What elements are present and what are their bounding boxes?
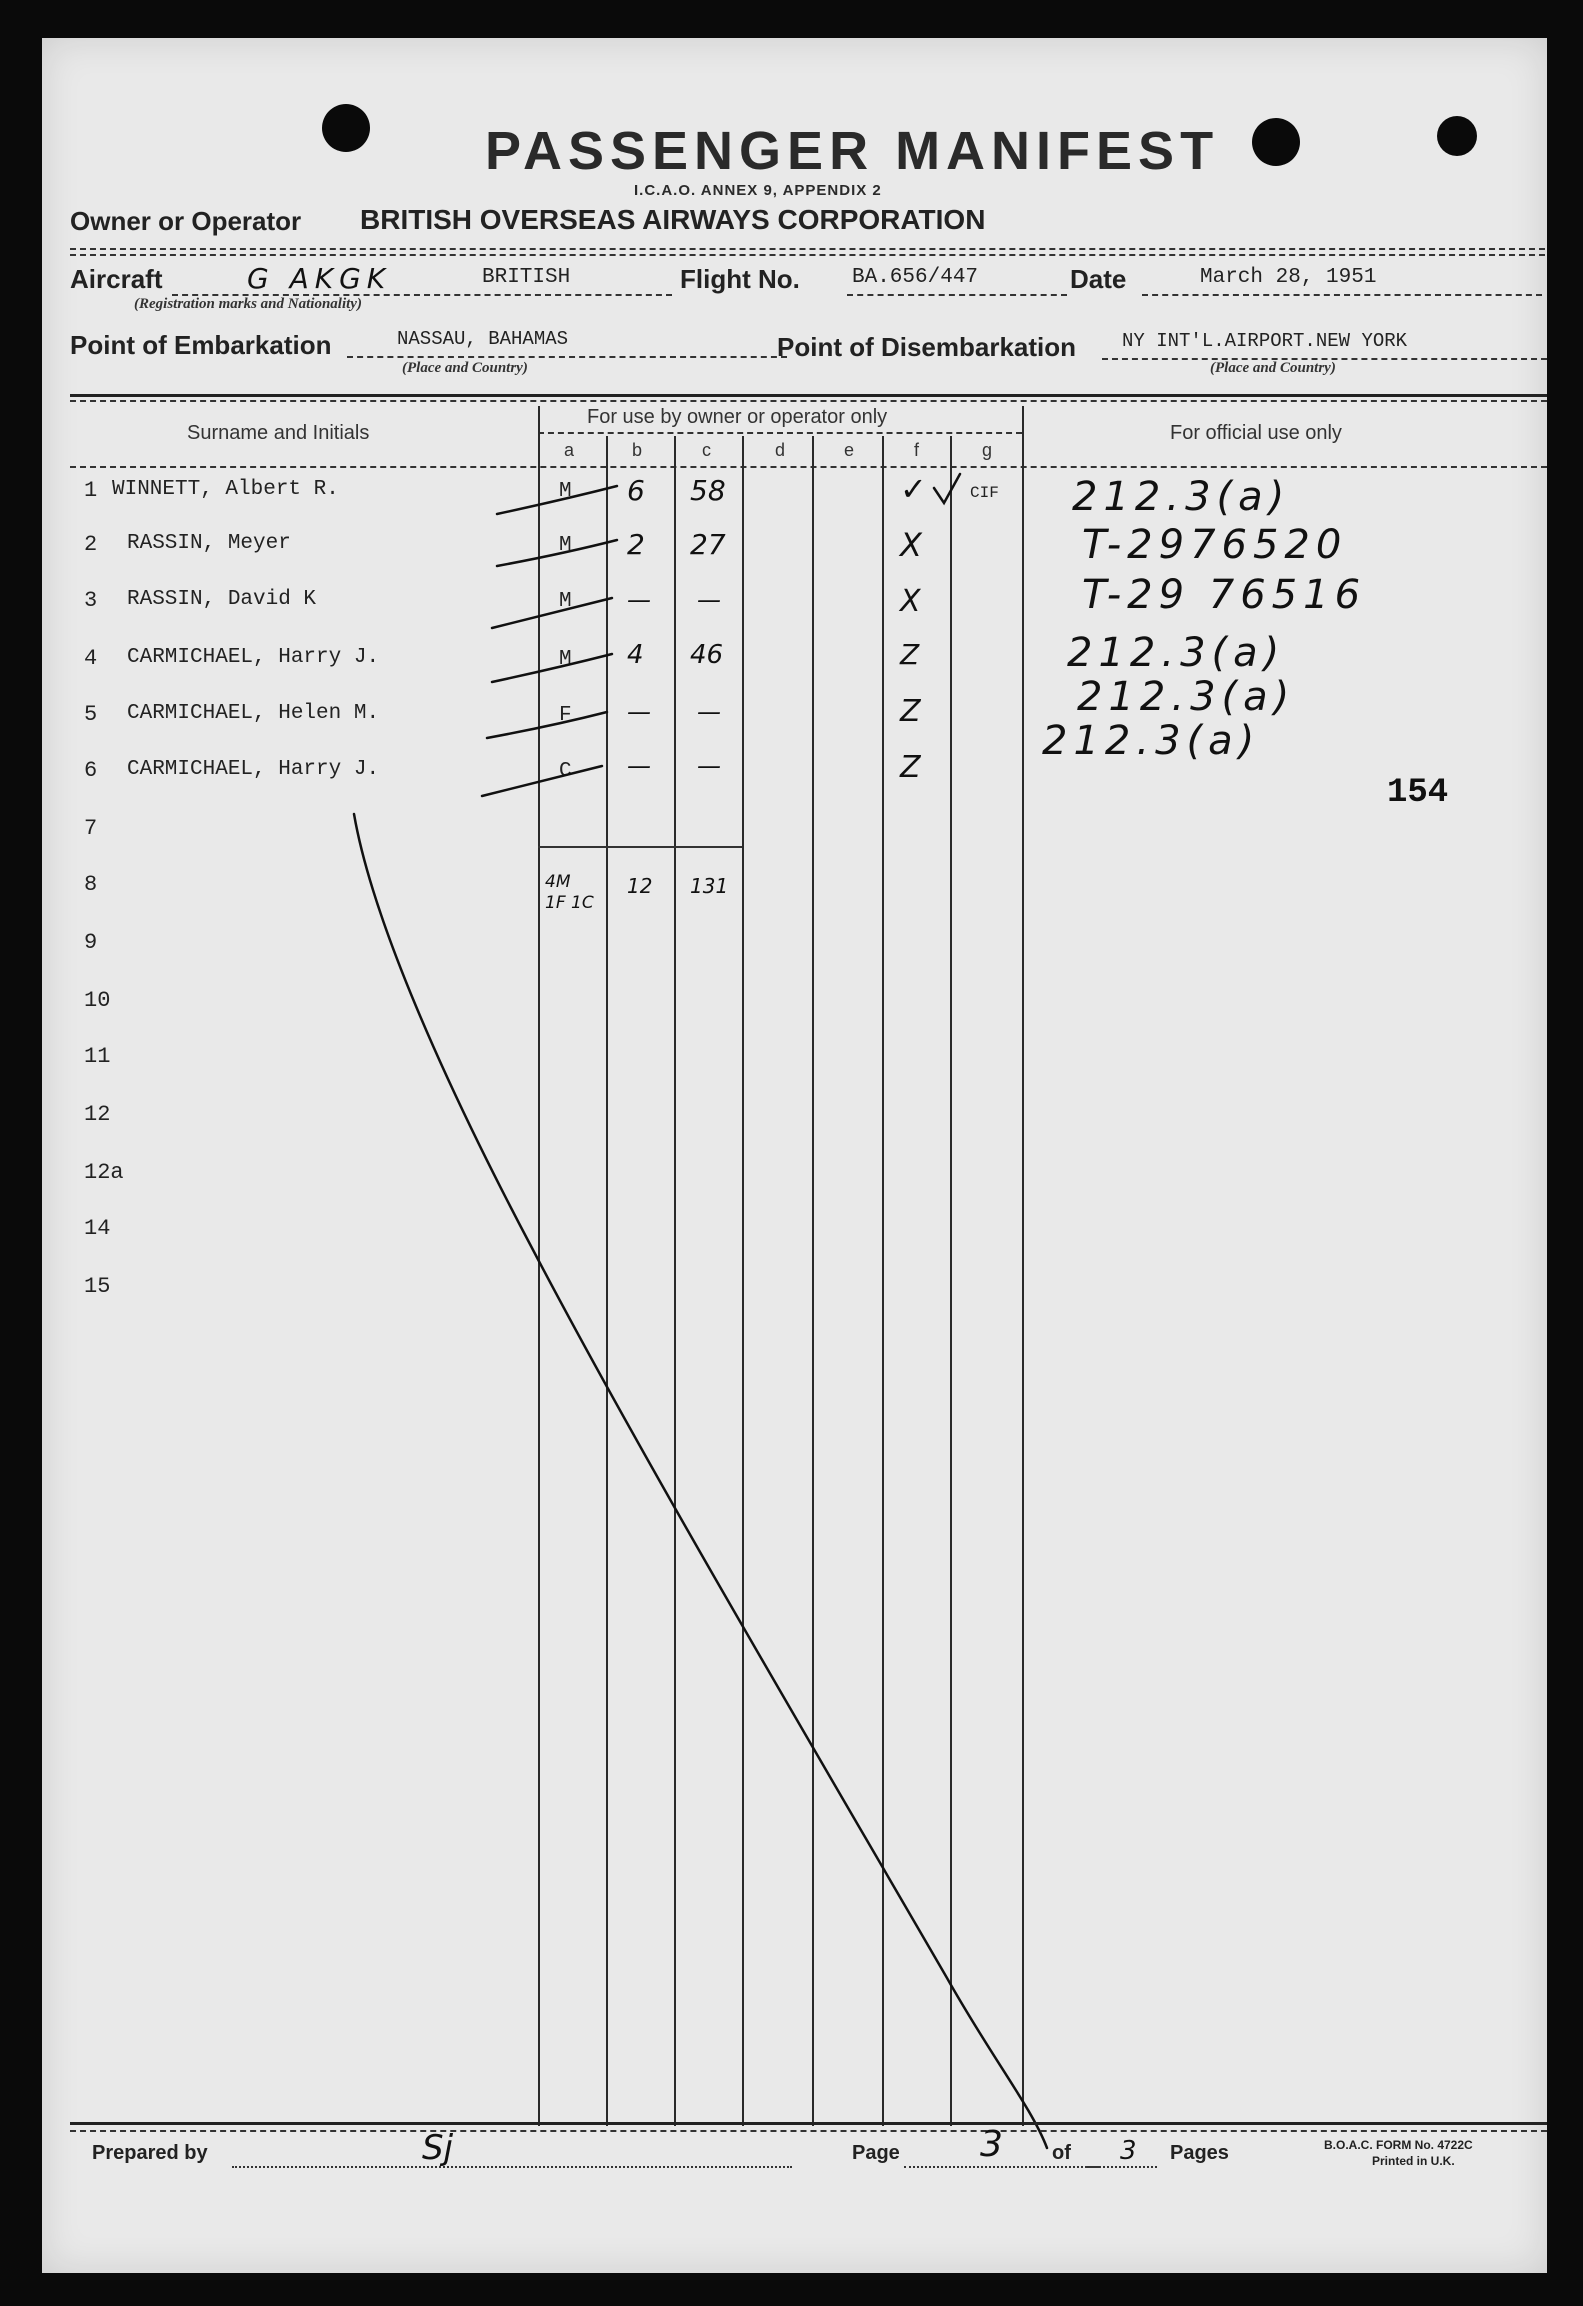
cell-b: —: [627, 752, 651, 780]
cell-f: Z: [900, 694, 921, 729]
row-number: 7: [84, 816, 98, 841]
passenger-name: CARMICHAEL, Helen M.: [127, 702, 380, 725]
owner-label: Owner or Operator: [70, 206, 302, 236]
date-label: Date: [1070, 264, 1127, 294]
name-column-header: Surname and Initials: [187, 422, 370, 444]
cell-a: C: [559, 760, 572, 783]
pen-markings: [42, 38, 1547, 2273]
page-label: Page: [852, 2142, 900, 2164]
prepared-by-rule: [232, 2166, 792, 2168]
row-number: 1: [84, 478, 98, 503]
form-number: B.O.A.C. FORM No. 4722C: [1324, 2138, 1473, 2152]
cell-f: Z: [900, 638, 920, 671]
strike-row-5: [487, 712, 607, 738]
cell-b: 4: [627, 640, 644, 670]
page-number: 3: [980, 2124, 1003, 2165]
col-header-a: a: [564, 440, 575, 460]
cell-a: M: [559, 534, 572, 557]
cell-f: ✓: [900, 470, 927, 508]
aircraft-nationality: BRITISH: [482, 266, 571, 289]
aircraft-label: Aircraft: [70, 264, 163, 294]
disembarkation-value: NY INT'L.AIRPORT.NEW YORK: [1122, 330, 1408, 352]
manifest-sheet: [42, 38, 1547, 2273]
page-count-stamp: 154: [1387, 774, 1449, 812]
row-number: 3: [84, 588, 98, 613]
col-header-d: d: [775, 440, 786, 460]
embarkation-hint: (Place and Country): [402, 360, 528, 376]
strike-row-6: [482, 766, 602, 796]
prepared-by-signature: Sj: [422, 2128, 454, 2168]
official-entry: 212.3(a): [1042, 718, 1261, 764]
row-number: 12a: [84, 1160, 124, 1185]
row-number: 14: [84, 1216, 111, 1241]
embarkation-value: NASSAU, BAHAMAS: [397, 328, 569, 350]
footer-divider: [70, 2122, 1547, 2125]
official-entry: T-2976520: [1082, 522, 1348, 568]
strike-row-2: [497, 540, 617, 566]
cell-a: M: [559, 648, 572, 671]
page-subtitle: I.C.A.O. ANNEX 9, APPENDIX 2: [634, 182, 882, 199]
cell-b: 6: [627, 474, 645, 507]
flight-label: Flight No.: [680, 264, 800, 294]
cell-b: —: [627, 586, 651, 614]
total-cell-b: 12: [627, 874, 653, 898]
cell-c: —: [697, 698, 721, 726]
cell-f: X: [900, 526, 922, 564]
disembarkation-label: Point of Disembarkation: [777, 332, 1077, 362]
row-number: 12: [84, 1102, 111, 1127]
passenger-name: CARMICHAEL, Harry J.: [127, 646, 380, 669]
strike-row-3: [492, 598, 612, 628]
official-entry: T-29 76516: [1082, 572, 1367, 618]
of-label: of: [1052, 2142, 1071, 2164]
total-pages: 3: [1120, 2136, 1137, 2166]
total-cell-c: 131: [690, 874, 729, 898]
cell-a: M: [559, 590, 572, 613]
footer-divider-2: [70, 2130, 1547, 2132]
official-entry: 212.3(a): [1067, 630, 1286, 676]
cell-a: M: [559, 480, 572, 503]
aircraft-hint: (Registration marks and Nationality): [134, 296, 362, 312]
cell-c: 58: [690, 474, 726, 507]
page-rule: [904, 2166, 1099, 2168]
cell-b: —: [627, 698, 651, 726]
row-number: 2: [84, 532, 98, 557]
embarkation-label: Point of Embarkation: [70, 330, 332, 360]
row-number: 4: [84, 646, 98, 671]
passenger-name: CARMICHAEL, Harry J.: [127, 758, 380, 781]
passenger-name: RASSIN, David K: [127, 588, 317, 611]
passenger-name: WINNETT, Albert R.: [112, 478, 339, 501]
printed-in: Printed in U.K.: [1372, 2154, 1455, 2168]
flight-number: BA.656/447: [852, 266, 979, 289]
col-header-c: c: [702, 440, 711, 460]
passenger-name: RASSIN, Meyer: [127, 532, 291, 555]
page-title: PASSENGER MANIFEST: [485, 121, 1220, 181]
cell-g: CIF: [970, 484, 999, 502]
total-cell-a: 4M 1F 1C: [545, 872, 594, 913]
row-number: 15: [84, 1274, 111, 1299]
row-number: 9: [84, 930, 98, 955]
row-number: 11: [84, 1044, 111, 1069]
owner-value: BRITISH OVERSEAS AIRWAYS CORPORATION: [360, 204, 986, 235]
strike-row-4: [492, 654, 612, 682]
row-number: 8: [84, 872, 98, 897]
void-diagonal-line: [354, 814, 1047, 2148]
row-number: 5: [84, 702, 98, 727]
cell-c: —: [697, 752, 721, 780]
cell-c: 46: [690, 640, 724, 670]
strike-row-1: [497, 486, 617, 514]
pages-label: Pages: [1170, 2142, 1229, 2164]
cell-c: —: [697, 586, 721, 614]
cell-f: X: [900, 584, 921, 619]
owner-use-header: For use by owner or operator only: [587, 406, 888, 428]
cell-f: Z: [900, 750, 921, 785]
date-value: March 28, 1951: [1200, 266, 1377, 289]
prepared-by-label: Prepared by: [92, 2142, 208, 2164]
check-mark: [934, 474, 960, 503]
aircraft-registration: G AKGK: [247, 262, 392, 295]
cell-c: 27: [690, 528, 726, 561]
col-header-g: g: [982, 440, 993, 460]
row-number: 10: [84, 988, 111, 1013]
col-header-e: e: [844, 440, 855, 460]
official-entry: 212.3(a): [1077, 674, 1296, 720]
official-use-header: For official use only: [1170, 422, 1342, 444]
official-entry: 212.3(a): [1072, 474, 1291, 520]
cell-a: F: [559, 704, 572, 727]
cell-b: 2: [627, 528, 645, 561]
disembarkation-hint: (Place and Country): [1210, 360, 1336, 376]
of-rule: [1087, 2166, 1157, 2168]
col-header-b: b: [632, 440, 643, 460]
row-number: 6: [84, 758, 98, 783]
col-header-f: f: [914, 440, 920, 460]
